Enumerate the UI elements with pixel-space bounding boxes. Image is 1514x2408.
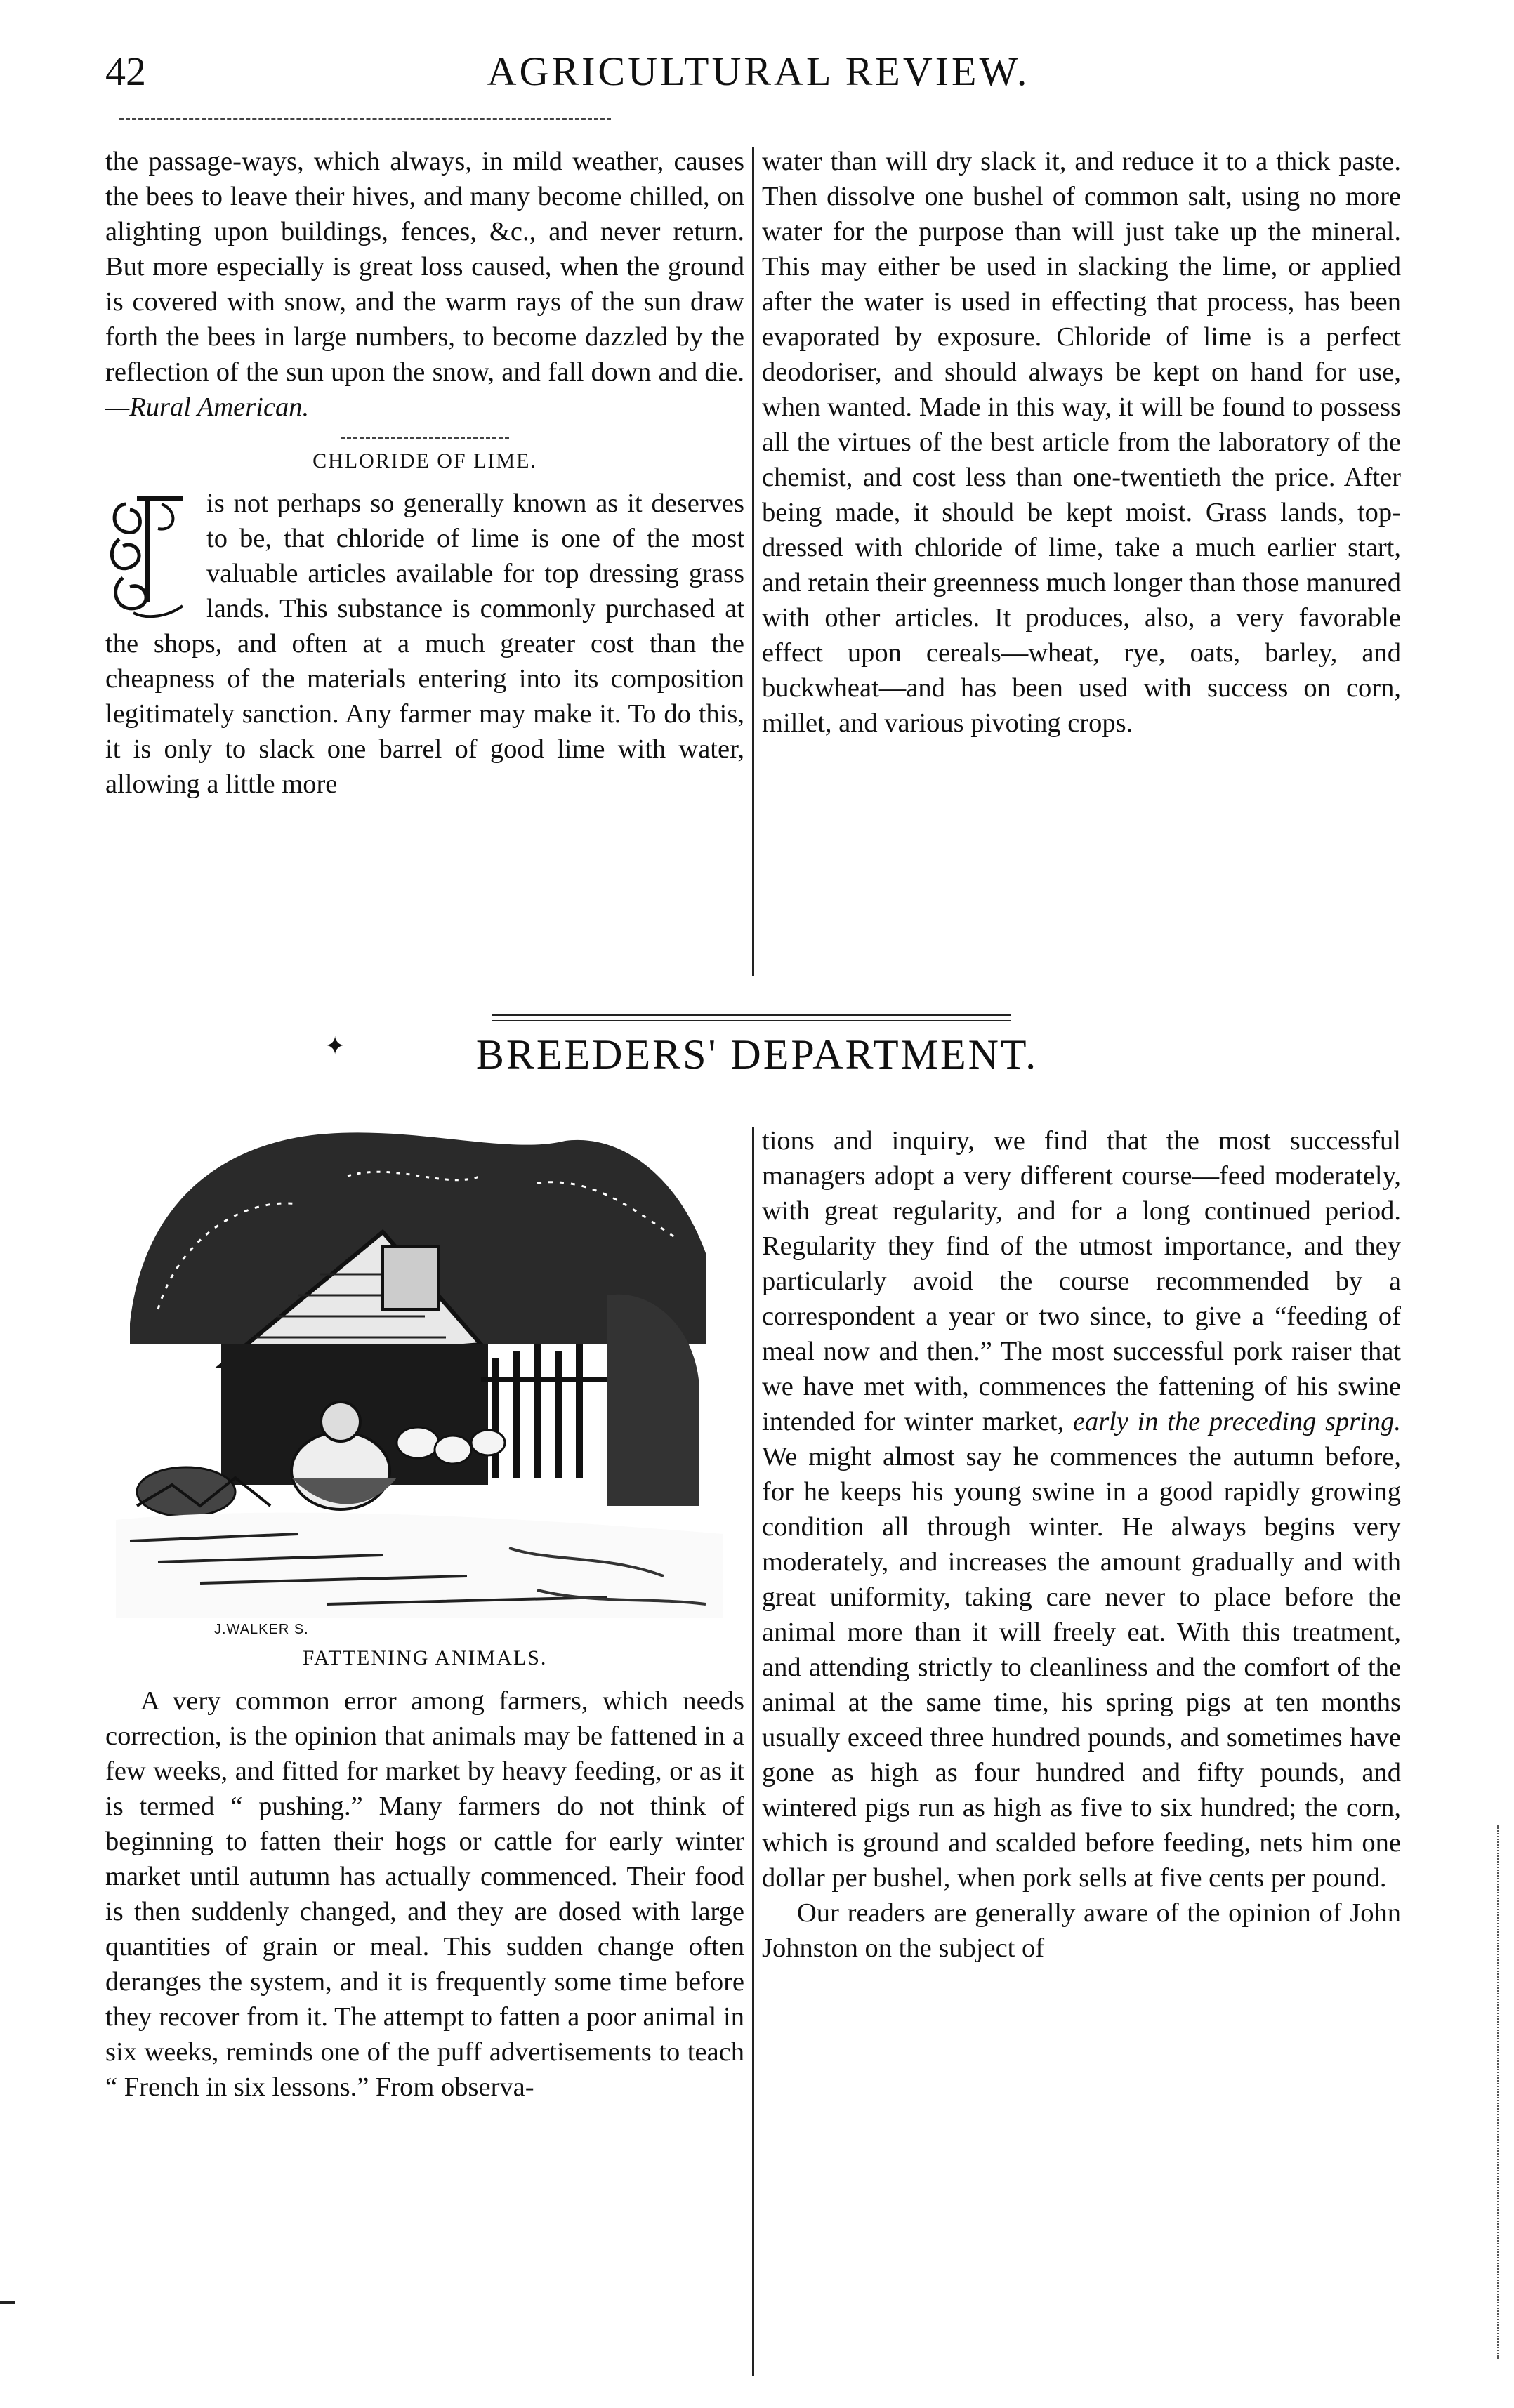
column-right-top [762, 144, 1401, 741]
column-left-top [105, 144, 744, 802]
engraver-signature: J.WALKER S. [214, 1622, 309, 1637]
fattening-animals-engraving [116, 1113, 723, 1618]
fattening-text-part-1: tions and inquiry, we find that the most successful managers adopt a very different course—feed moderately, with great regularity, and for a long continued period. Regularity they find of the utmost importance, and they particularly avoid the course recommended by a correspondent a year or two since, to give a “feeding of meal now and then.” The most successful pork raiser that we have met with, commences the fattening of his swine intended for winter market, [762, 1126, 1401, 1436]
section-divider [341, 437, 509, 439]
chloride-heading: CHLORIDE OF LIME. [312, 449, 537, 472]
fattening-italic-phrase: early in the preceding spring. [1072, 1407, 1402, 1436]
margin-binding-mark [1497, 1825, 1501, 2359]
printer-mark-icon: ✦ [324, 1032, 346, 1061]
page-header [105, 48, 1411, 125]
chloride-article-start [105, 486, 744, 802]
header-rule [119, 118, 611, 120]
column-divider-bottom [752, 1127, 754, 2376]
source-credit: —Rural American. [105, 392, 310, 422]
column-left-bottom [105, 1683, 744, 2105]
department-rule-bottom [492, 1020, 1011, 1021]
bees-article-text: the passage-ways, which always, in mild weather, causes the bees to leave their hives, and many become chilled, on alighting upon buildings, fences, &c., and never return. But more especially is great loss caused, when the ground is covered with snow, and the warm rays of the sun draw forth the bees in large numbers, to become dazzled by the reflection of the sun upon the snow, and fall down and die. [105, 147, 744, 387]
bees-article-ending [105, 144, 744, 425]
chloride-article-continued: water than will dry slack it, and reduce it to a thick paste. Then dissolve one bushel of common salt, using no more water for the purpose than will just take up the mineral. This may either be used in slacking the lime, or applied after the water is used in effecting that process, has been evaporated by exposure. Chloride of lime is a perfect deodoriser, and should always be kept on hand for use, when wanted. Made in this way, it will be found to possess all the virtues of the best article from the laboratory of the chemist, and cost less than one-twentieth the price. After being made, it should be kept moist. Grass lands, top-dressed with chloride of lime, take a much earlier start, and retain their greenness much longer than those manured with other articles. It produces, also, a very favorable effect upon cereals—wheat, rye, oats, barley, and buckwheat—and has been used with success on corn, millet, and various pivoting crops. [762, 147, 1401, 738]
column-right-bottom [762, 1123, 1401, 1966]
fattening-article-continued [762, 1123, 1401, 1896]
edge-mark [0, 2301, 15, 2304]
running-title: AGRICULTURAL REVIEW. [487, 48, 1030, 94]
chloride-text: is not perhaps so generally known as it deserves to be, that chloride of lime is one of the most valuable articles available for top dressing grass lands. This substance is commonly purchased at the shops, and often at a much greater cost than the cheapness of the materials entering into its composition legitimately sanction. Any farmer may make it. To do this, it is only to slack one barrel of good lime with water, allowing a little more [105, 489, 744, 799]
department-rule-top [492, 1014, 1011, 1016]
column-divider-top [752, 147, 754, 976]
fattening-text-part-2: We might almost say he commences the autumn before, for he keeps his young swine in a good rapidly growing condition all through winter. He always begins very moderately, and increases the amount gradually and with great uniformity, taking care never to place before the animal more than it will freely eat. With this treatment, and attending strictly to cleanliness and the comfort of the animal at the same time, his spring pigs at ten months usually exceed three hundred pounds, and sometimes have gone as high as four hundred and fifty pounds, and wintered pigs run as high as five to six hundred; the corn, which is ground and scalded before feeding, nets him one dollar per bushel, when pork sells at five cents per pound. [762, 1442, 1401, 1893]
page-number: 42 [105, 48, 146, 94]
department-title: BREEDERS' DEPARTMENT. [475, 1031, 1039, 1078]
ornamental-dropcap-icon [105, 490, 197, 623]
illustration-caption: FATTENING ANIMALS. [302, 1646, 548, 1669]
johnston-paragraph: Our readers are generally aware of the opinion of John Johnston on the subject of [762, 1898, 1401, 1963]
fattening-article-start: A very common error among farmers, which needs correction, is the opinion that animals may be fattened in a few weeks, and fitted for market by heavy feeding, or as it is termed “ pushing.” Many farmers do not think of beginning to fatten their hogs or cattle for early winter market until autumn has actually commenced. Their food is then suddenly changed, and they are dosed with large quantities of grain or meal. This sudden change often deranges the system, and it is frequently some time before they recover from it. The attempt to fatten a poor animal in six weeks, reminds one of the puff advertisements to teach “ French in six lessons.” From observa- [105, 1686, 744, 2102]
